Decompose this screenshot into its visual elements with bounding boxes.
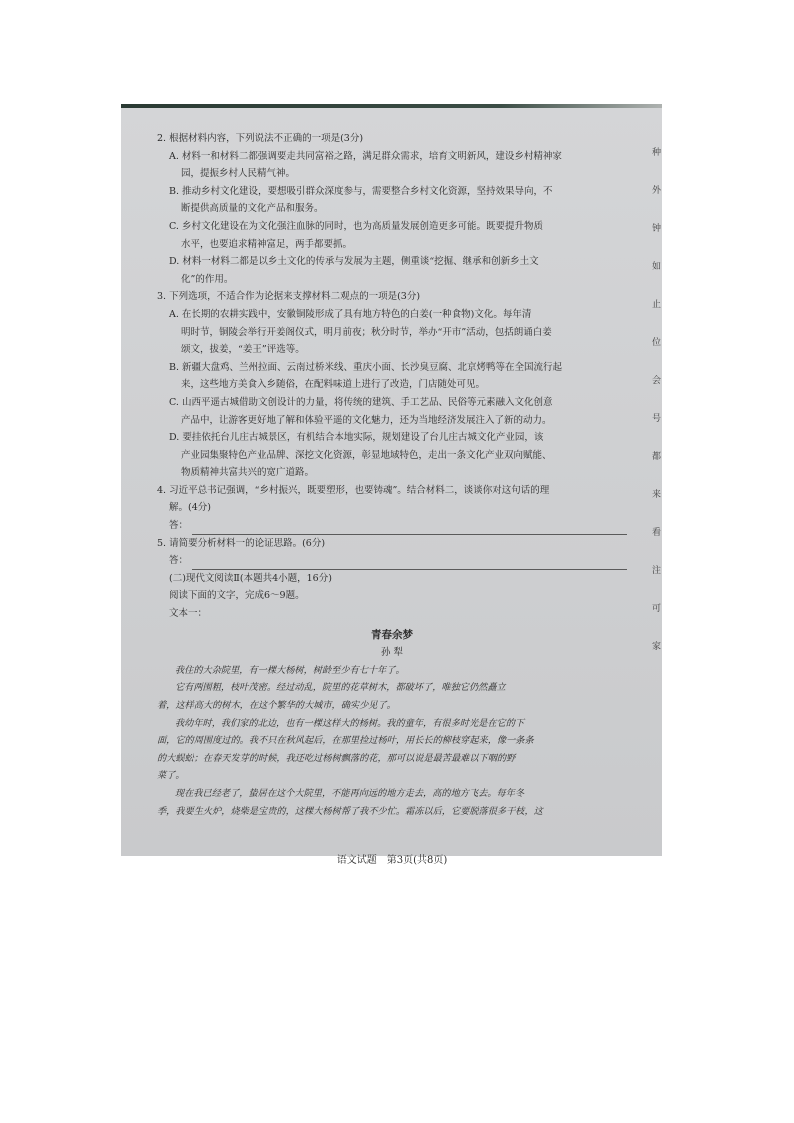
page-footer: 语文试题 第3页(共8页) — [336, 855, 448, 866]
question-4-stem-cont: 解。(4分) — [169, 502, 211, 514]
question-4-answer-area[interactable] — [157, 517, 627, 535]
question-2-stem: 2. 根据材料内容，下列说法不正确的一项是(3分) — [157, 133, 364, 144]
answer-label: 答： — [169, 520, 189, 532]
edge-char: 家 — [652, 642, 662, 652]
reading-section — [157, 570, 627, 623]
adjacent-page-edge — [652, 134, 662, 834]
question-2-option-d: D. 材料一材料二都是以乡土文化的传承与发展为主题，侧重谈“挖掘、继承和创新乡土文 — [169, 256, 539, 268]
question-5-answer-area[interactable] — [157, 552, 627, 570]
question-3-option-d-cont2: 物质精神共富共兴的宽广道路。 — [181, 467, 315, 479]
question-3-option-a-cont: 明时节，铜陵会举行开姜阁仪式，明月前夜；秋分时节，举办“开市”活动，包括朗诵白姜 — [181, 326, 552, 338]
question-2-option-c: C. 乡村文化建设在为文化强注血脉的同时，也为高质量发展创造更多可能。既要提升物质 — [169, 220, 543, 232]
question-2-option-d-cont: 化”的作用。 — [181, 273, 234, 285]
question-3-option-a: A. 在长期的农耕实践中，安徽铜陵形成了具有地方特色的白姜(一种食物)文化。每年清 — [169, 308, 532, 320]
edge-char: 如 — [652, 262, 662, 272]
edge-char: 注 — [652, 566, 662, 576]
answer-rule — [192, 558, 627, 570]
exam-page — [157, 130, 627, 866]
essay-paragraph-cont: 的大蜈蚣；在春天发芽的时候，我还吃过杨树飘落的花，那可以说是最苦最难以下咽的野 — [157, 752, 516, 764]
essay-title: 青春余梦 — [371, 628, 413, 641]
question-4 — [157, 482, 627, 535]
edge-char: 来 — [652, 490, 662, 500]
question-3-option-d: D. 要挂依托台儿庄古城景区，有机结合本地实际，规划建设了台儿庄古城文化产业园，该 — [169, 432, 544, 444]
essay-paragraph-cont: 菜了。 — [157, 770, 185, 782]
essay-paragraph: 现在我已经老了，蛰居在这个大院里，不能再向远的地方走去，高的地方飞去。每年冬 — [175, 787, 525, 799]
essay-paragraph: 我幼年时，我们家的北边，也有一棵这样大的杨树。我的童年，有很多时光是在它的下 — [175, 717, 525, 729]
essay-paragraph: 我住的大杂院里，有一棵大杨树，树龄至少有七十年了。 — [175, 664, 405, 676]
question-5 — [157, 535, 627, 570]
edge-char: 号 — [652, 414, 662, 424]
answer-label: 答： — [169, 555, 189, 567]
edge-char: 钟 — [652, 224, 662, 234]
essay-author: 孙 犁 — [380, 647, 404, 659]
edge-char: 可 — [652, 604, 662, 614]
essay-paragraph: 它有两围粗，枝叶茂密。经过动乱，院里的花草树木，都破坏了，唯独它仍然矗立 — [175, 682, 506, 694]
question-3-option-c: C. 山西平遥古城借助文创设计的力量，将传统的建筑、手工艺品、民俗等元素融入文化创意 — [169, 396, 553, 408]
question-3 — [157, 288, 627, 482]
edge-char: 外 — [652, 186, 662, 196]
edge-char: 止 — [652, 300, 662, 310]
section-instruction: 阅读下面的文字，完成6～9题。 — [169, 590, 305, 602]
question-3-option-b-cont: 来，这些地方美食入乡随俗，在配料味道上进行了改造，门店随处可见。 — [181, 379, 486, 391]
question-5-stem: 5. 请简要分析材料一的论证思路。(6分) — [157, 537, 326, 549]
document-photo — [121, 104, 662, 866]
essay-paragraph-cont: 着，这样高大的树木，在这个繁华的大城市，确实少见了。 — [157, 700, 396, 711]
question-2-option-a-cont: 园，提振乡村人民精气神。 — [181, 168, 296, 180]
answer-rule — [192, 523, 627, 535]
question-2-option-b: B. 推动乡村文化建设，要想吸引群众深度参与，需要整合乡村文化资源，坚持效果导向，不 — [169, 185, 553, 197]
edge-char: 位 — [652, 338, 662, 348]
question-3-option-b: B. 新疆大盘鸡、兰州拉面、云南过桥米线、重庆小面、长沙臭豆腐、北京烤鸭等在全国流行起 — [169, 361, 563, 373]
edge-char: 看 — [652, 528, 662, 538]
question-3-option-d-cont: 产业园集聚特色产业品牌、深挖文化资源，彰显地域特色，走出一条文化产业双向赋能、 — [181, 449, 552, 461]
question-3-option-c-cont: 产品中，让游客更好地了解和体验平遥的文化魅力，还为当地经济发展注入了新的动力。 — [181, 414, 552, 426]
question-2-option-c-cont: 水平，也要追求精神富足，两手都要抓。 — [181, 238, 353, 250]
essay-paragraph-cont: 面，它的周围度过的。我不只在秋风起后，在那里捡过杨叶，用长长的柳枝穿起来，像一条条 — [157, 735, 534, 747]
photo-top-edge — [121, 104, 662, 108]
question-2-option-b-cont: 断提供高质量的文化产品和服务。 — [181, 203, 324, 215]
essay-body — [157, 662, 627, 820]
section-heading: (二)现代文阅读Ⅱ(本题共4小题，16分) — [169, 572, 332, 584]
question-2-option-a: A. 材料一和材料二都强调要走共同富裕之路，满足群众需求，培育文明新风，建设乡村精神家 — [169, 150, 562, 162]
edge-char: 种 — [652, 148, 662, 158]
edge-char: 会 — [652, 376, 662, 386]
essay-paragraph-cont: 季，我要生火炉，烧柴是宝贵的，这棵大杨树帮了我不少忙。霜冻以后，它要脱落很多干枝，这 — [157, 805, 543, 817]
question-3-option-a-cont2: 颂文，拔姜，“姜王”评选等。 — [181, 344, 305, 356]
question-2 — [157, 130, 627, 288]
question-3-stem: 3. 下列选项，不适合作为论据来支撑材料二观点的一项是(3分) — [157, 291, 421, 303]
edge-char: 都 — [652, 452, 662, 462]
question-4-stem: 4. 习近平总书记强调，“乡村振兴，既要塑形，也要铸魂”。结合材料二，谈谈你对这句话的理 — [157, 484, 550, 496]
text-label: 文本一： — [169, 608, 208, 620]
